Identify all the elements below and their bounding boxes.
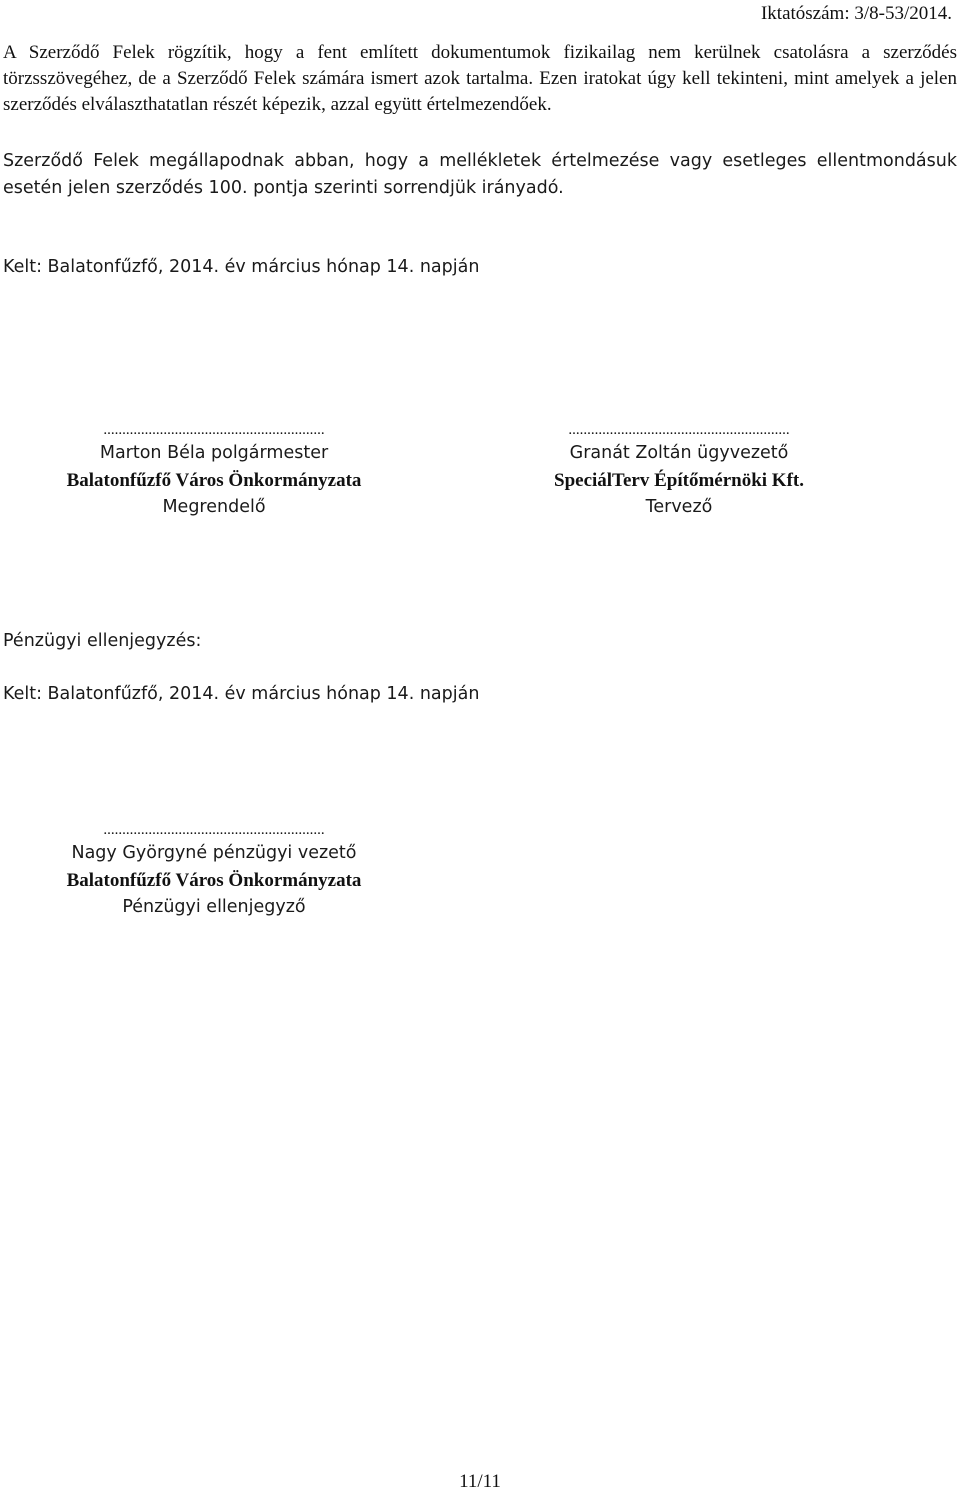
reference-number: Iktatószám: 3/8-53/2014.	[760, 3, 952, 24]
signature-dots: ...........................................................	[103, 422, 325, 438]
signature-block-client	[24, 420, 404, 521]
paragraph-annexes: Szerződő Felek megállapodnak abban, hogy a mellékletek értelmezése vagy esetleges ellentmondásuk esetén jelen szerződés 100. pontja szerinti sorrendjük irányadó.	[3, 151, 957, 198]
signer-name: Granát Zoltán ügyvezető	[569, 443, 789, 463]
date-line: Kelt: Balatonfűzfő, 2014. év március hónap 14. napján	[3, 257, 480, 277]
signature-block-designer	[489, 420, 869, 521]
signer-role: Tervező	[645, 497, 713, 517]
signer-organization: Balatonfűzfő Város Önkormányzata	[66, 470, 362, 491]
signature-dots: ...........................................................	[568, 422, 790, 438]
signer-role: Pénzügyi ellenjegyző	[122, 897, 306, 917]
financial-date-line: Kelt: Balatonfűzfő, 2014. év március hónap 14. napján	[3, 684, 480, 704]
signer-name: Marton Béla polgármester	[99, 443, 329, 463]
signature-dots: ...........................................................	[103, 822, 325, 838]
signer-role: Megrendelő	[162, 497, 266, 517]
signer-organization: SpeciálTerv Építőmérnöki Kft.	[554, 470, 804, 491]
financial-heading: Pénzügyi ellenjegyzés:	[3, 631, 202, 651]
paragraph-documents: A Szerződő Felek rögzítik, hogy a fent említett dokumentumok fizikailag nem kerülnek csatolásra a szerződés törzsszövegéhez, de a Szerződő Felek számára ismert azok tartalma. Ezen iratokat úgy kell tekinteni, mint amelyek a jelen szerződés elválaszthatatlan részét képezik, azzal együtt értelmezendőek.	[3, 42, 957, 115]
page-number: 11/11	[459, 1471, 501, 1492]
signer-name: Nagy Györgyné pénzügyi vezető	[71, 843, 357, 863]
signer-organization: Balatonfűzfő Város Önkormányzata	[66, 870, 362, 891]
signature-block-financial	[24, 820, 404, 921]
